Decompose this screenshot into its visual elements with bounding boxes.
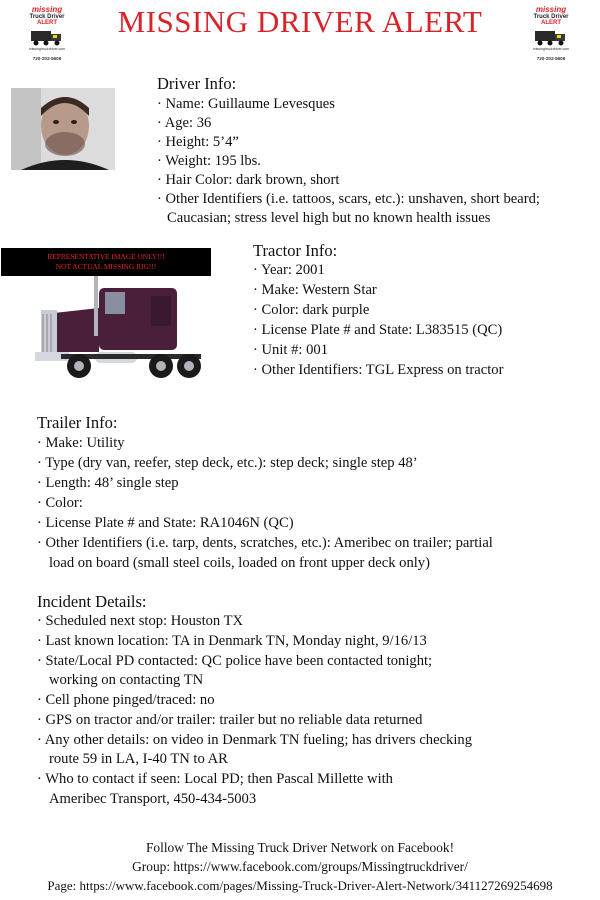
trailer-other-identifiers-cont: load on board (small steel coils, loaded on front upper deck only) [49,555,430,571]
logo-text-truck-driver: Truck Driver [29,14,65,20]
driver-hair-color: · Hair Color: dark brown, short [157,172,340,188]
incident-other-details: · Any other details: on video in Denmark TN fueling; has drivers checking [37,732,473,748]
logo-left [24,4,70,64]
incident-cell-phone: · Cell phone pinged/traced: no [37,692,215,708]
driver-info-heading: Driver Info: [157,74,237,93]
tractor-make: · Make: Western Star [253,282,377,298]
trailer-other-identifiers: · Other Identifiers (i.e. tarp, dents, scratches, etc.): Ameribec on trailer; partial [37,535,493,551]
driver-weight: · Weight: 195 lbs. [157,153,261,169]
incident-pd-contacted: · State/Local PD contacted: QC police have been contacted tonight; [37,653,433,669]
driver-age: · Age: 36 [157,115,212,131]
incident-other-details-cont: route 59 in LA, I-40 TN to AR [49,751,228,767]
tractor-license-plate: · License Plate # and State: L383515 (QC) [253,322,503,338]
trailer-type: · Type (dry van, reefer, step deck, etc.): step deck; single step 48’ [37,455,418,471]
alert-title: MISSING DRIVER ALERT [117,4,483,39]
trailer-info-heading: Trailer Info: [37,413,118,432]
representative-image-banner [1,248,211,276]
logo-text-alert: ALERT [37,20,57,26]
incident-who-to-contact-cont: Ameribec Transport, 450-434-5003 [49,791,257,807]
incident-gps: · GPS on tractor and/or trailer: trailer but no reliable data returned [37,712,423,728]
incident-next-stop: · Scheduled next stop: Houston TX [37,613,244,629]
incident-pd-contacted-cont: working on contacting TN [49,672,204,688]
logo-text-alert: ALERT [541,20,561,26]
logo-truck-icon [30,28,64,46]
driver-other-identifiers-cont: Caucasian; stress level high but no known health issues [167,210,491,226]
incident-details-heading: Incident Details: [37,592,147,611]
tractor-color: · Color: dark purple [253,302,370,318]
tractor-other-identifiers: · Other Identifiers: TGL Express on tractor [253,362,504,378]
logo-text-missing: missing [31,5,63,14]
driver-height: · Height: 5’4” [157,134,239,150]
logo-right [528,4,574,64]
logo-truck-icon [534,28,568,46]
logo-phone: 720-202-5606 [32,56,62,61]
logo-url: missingtruckdriver.com [28,47,66,51]
tractor-info-heading: Tractor Info: [253,241,338,260]
driver-other-identifiers: · Other Identifiers (i.e. tattoos, scars, etc.): unshaven, short beard; [157,191,540,207]
footer-page-link[interactable]: Page: https://www.facebook.com/pages/Missing-Truck-Driver-Alert-Network/341127269254698 [47,878,553,893]
banner-line-2: NOT ACTUAL MISSING RIG!!! [55,262,157,271]
trailer-make: · Make: Utility [37,435,125,451]
driver-name: · Name: Guillaume Levesques [157,96,335,112]
footer-group-link[interactable]: Group: https://www.facebook.com/groups/Missingtruckdriver/ [132,859,468,874]
incident-who-to-contact: · Who to contact if seen: Local PD; then Pascal Millette with [37,771,393,787]
banner-line-1: REPRESENTATIVE IMAGE ONLY!!! [47,252,165,261]
logo-phone: 720-202-5606 [536,56,566,61]
logo-url: missingtruckdriver.com [532,47,570,51]
trailer-length: · Length: 48’ single step [37,475,179,491]
trailer-license-plate: · License Plate # and State: RA1046N (QC) [37,515,294,531]
logo-text-truck-driver: Truck Driver [533,14,569,20]
logo-text-missing: missing [535,5,567,14]
driver-photo-image [11,88,115,170]
footer-follow-text: Follow The Missing Truck Driver Network on Facebook! [145,840,455,855]
tractor-unit: · Unit #: 001 [253,342,328,358]
driver-photo [11,88,115,170]
incident-last-location: · Last known location: TA in Denmark TN, Monday night, 9/16/13 [37,633,427,649]
tractor-year: · Year: 2001 [253,262,325,278]
trailer-color: · Color: [37,495,83,511]
